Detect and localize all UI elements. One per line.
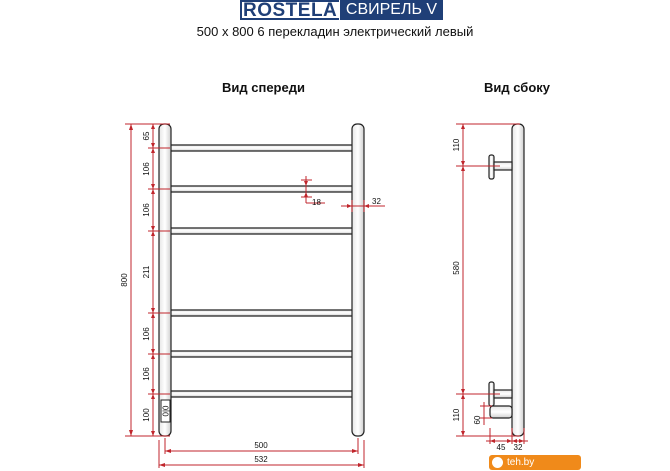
dim-outer-width: 532 bbox=[254, 455, 268, 464]
connector-label: 0|0 bbox=[161, 405, 171, 417]
left-post bbox=[159, 124, 171, 436]
dim-segment: 106 bbox=[142, 162, 151, 176]
side-connector bbox=[490, 406, 512, 418]
dim-side-top: 110 bbox=[452, 138, 461, 152]
dim-inner-width: 500 bbox=[254, 441, 268, 450]
dim-post-diameter: 32 bbox=[372, 197, 381, 206]
dim-segment: 211 bbox=[142, 265, 151, 279]
rungs bbox=[166, 145, 356, 397]
dim-segment: 106 bbox=[142, 327, 151, 341]
dim-side-middle: 580 bbox=[452, 261, 461, 275]
rung bbox=[166, 351, 356, 357]
dim-segment: 106 bbox=[142, 203, 151, 217]
badge-icon bbox=[492, 457, 503, 468]
rung bbox=[166, 310, 356, 316]
rung bbox=[166, 391, 356, 397]
rung bbox=[166, 186, 356, 192]
dim-plug-height: 60 bbox=[473, 415, 482, 425]
dim-rung-diameter: 18 bbox=[312, 198, 321, 207]
dim-segment: 106 bbox=[142, 367, 151, 381]
rung bbox=[166, 145, 356, 151]
wall-brackets bbox=[489, 155, 512, 418]
dim-offset: 45 bbox=[496, 443, 506, 452]
watermark-text: teh.by bbox=[507, 457, 535, 468]
dim-segment: 100 bbox=[142, 408, 151, 422]
brand-logo: ROSTELA bbox=[243, 0, 338, 21]
side-post bbox=[512, 124, 524, 436]
dim-side-bottom: 110 bbox=[452, 408, 461, 422]
bracket-flange bbox=[489, 155, 494, 179]
dim-total-height: 800 bbox=[120, 273, 129, 287]
dim-segment: 65 bbox=[142, 131, 151, 141]
dim-side-post-diameter: 32 bbox=[513, 443, 523, 452]
front-view-title: Вид спереди bbox=[222, 80, 305, 95]
rung bbox=[166, 228, 356, 234]
model-name: СВИРЕЛЬ V bbox=[340, 0, 443, 20]
side-view-title: Вид сбоку bbox=[484, 80, 551, 95]
right-post bbox=[352, 124, 364, 436]
watermark-badge bbox=[489, 455, 581, 470]
subtitle: 500 x 800 6 перекладин электрический левый bbox=[196, 24, 474, 39]
